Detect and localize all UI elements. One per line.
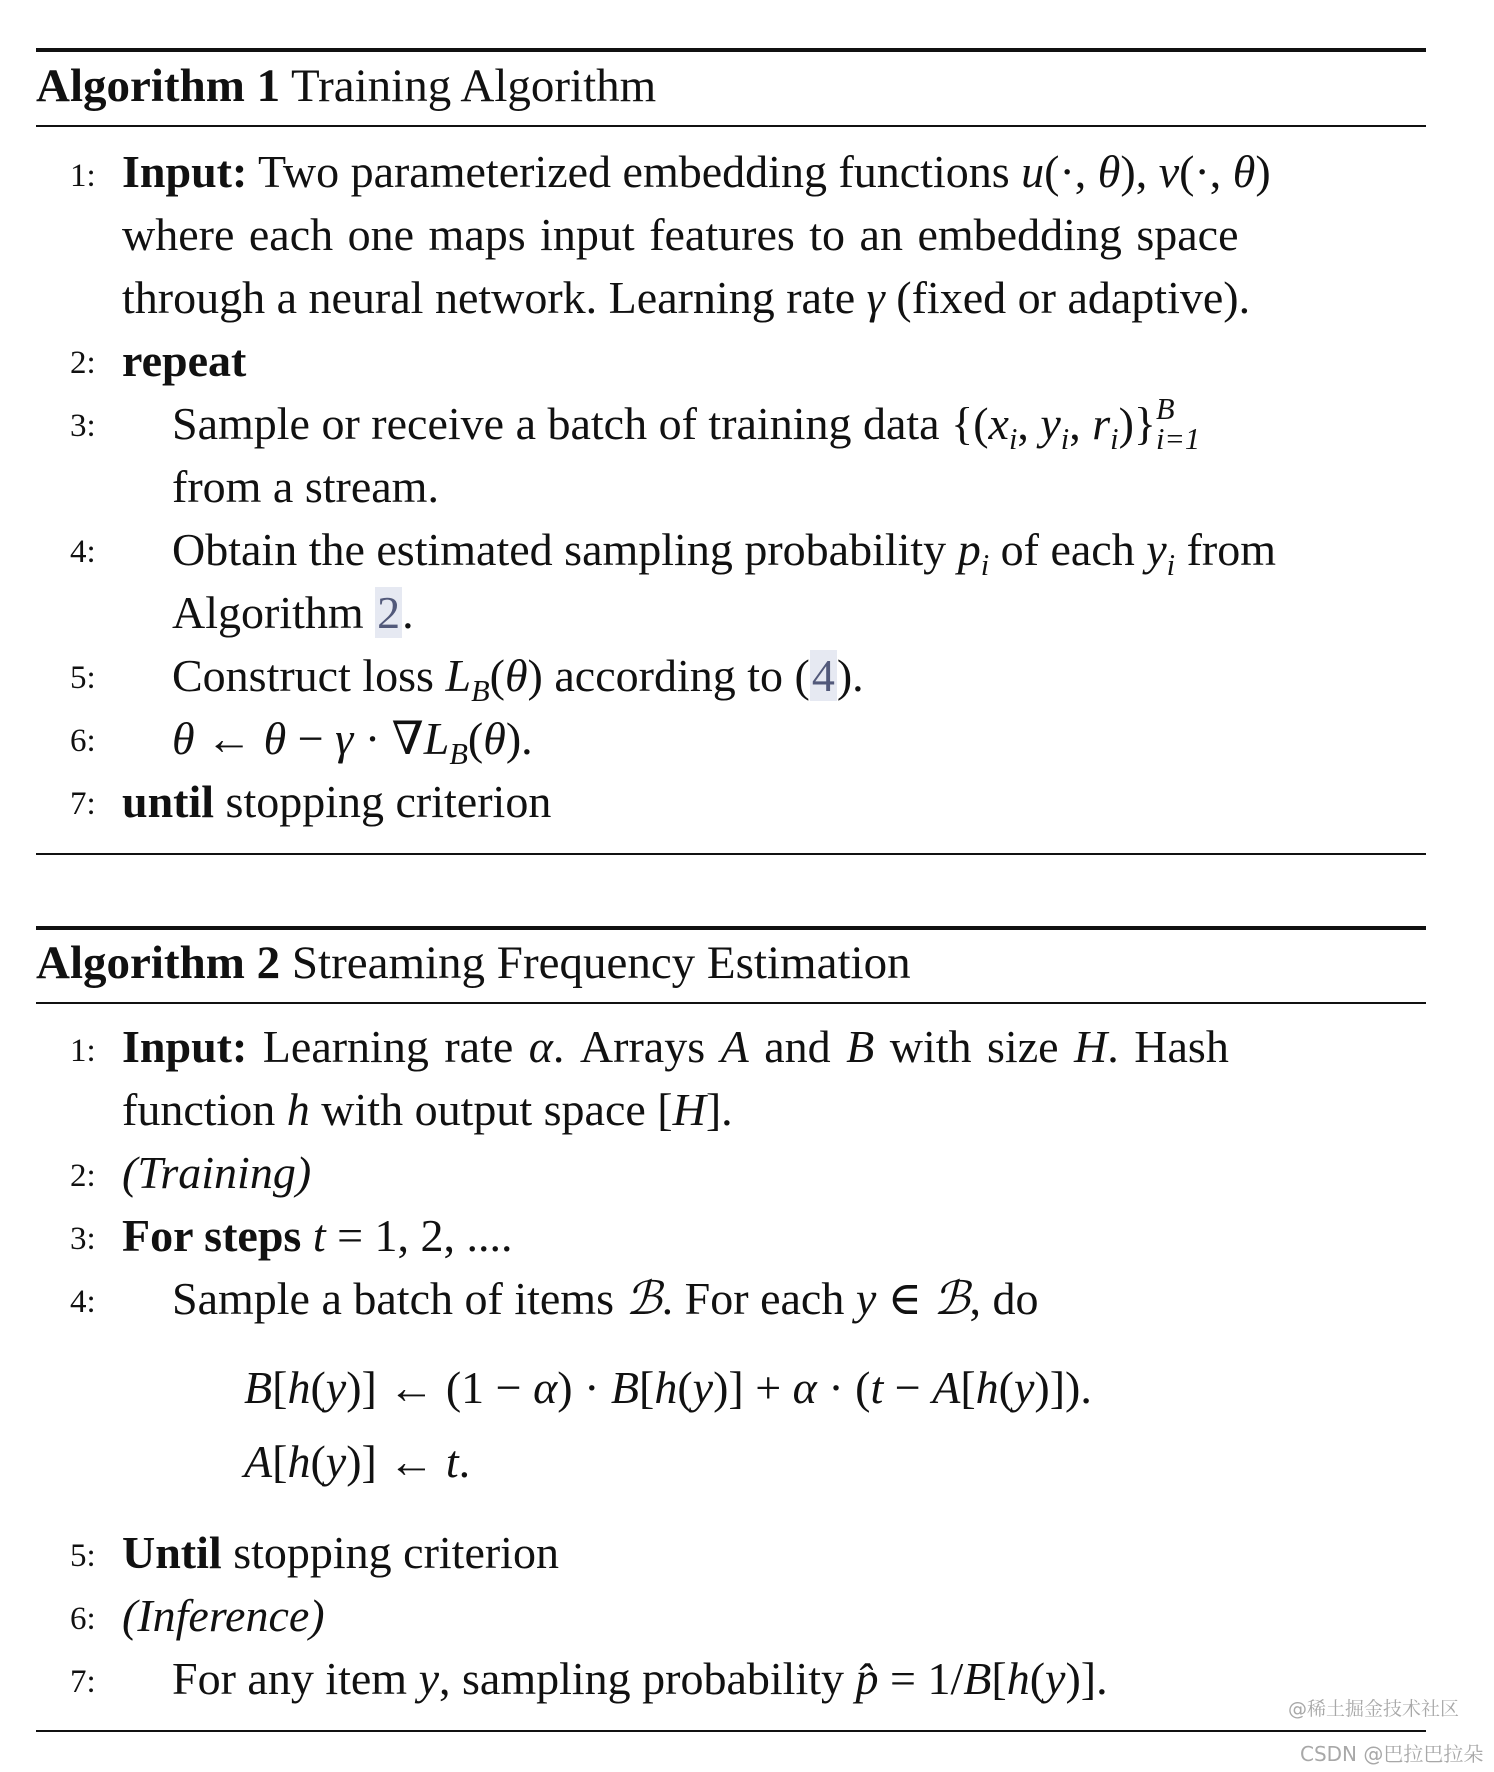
- one-over: = 1/: [890, 1653, 964, 1704]
- sample-text: Sample a batch of items: [172, 1273, 614, 1324]
- alg1-obtain-cont: Algorithm 2.: [172, 587, 414, 638]
- alg1-line-number: 6:: [70, 723, 96, 759]
- theta-symbol: θ: [1097, 146, 1121, 197]
- alg2-line-number: 3:: [70, 1221, 96, 1257]
- y-symbol: y: [325, 1436, 347, 1487]
- alg1-line-number: 7:: [70, 786, 96, 822]
- alg2-bottom-rule: [36, 1730, 1426, 1732]
- h-symbol: h: [1006, 1653, 1030, 1704]
- alg2-line-number: 5:: [70, 1538, 96, 1574]
- x-symbol: x: [988, 398, 1009, 449]
- h-symbol: h: [286, 1084, 310, 1135]
- input-text-a: Learning rate: [262, 1021, 514, 1072]
- alg2-sample-line: [172, 1269, 1038, 1329]
- alg1-loss-line: Construct loss $L_B(\theta)$ according to (4).: [172, 650, 864, 708]
- watermark-juejin: @稀土掘金技术社区: [1288, 1698, 1460, 1720]
- alg1-title-text: Training Algorithm: [291, 60, 657, 112]
- output-space-text: with output space [: [321, 1084, 673, 1135]
- H-symbol: H: [1074, 1021, 1108, 1072]
- theta-symbol: θ: [172, 713, 195, 764]
- alg2-line-number: 7:: [70, 1664, 96, 1700]
- B-symbol: B: [846, 1021, 875, 1072]
- alg1-line-number: 5:: [70, 660, 96, 696]
- alg1-until-line: [122, 772, 551, 832]
- obtain-text: Obtain the estimated sampling probability: [172, 524, 947, 575]
- y-symbol: y: [1146, 524, 1167, 575]
- L-symbol: L: [445, 650, 472, 701]
- h-symbol: h: [287, 1362, 311, 1413]
- p-symbol: p: [957, 524, 981, 575]
- L-symbol: L: [423, 713, 450, 764]
- p-hat-symbol: p̂: [855, 1653, 879, 1704]
- alg1-line-number: 2:: [70, 345, 96, 381]
- alg1-bottom-rule: [36, 853, 1426, 855]
- input-text-d: . Hash: [1107, 1021, 1229, 1072]
- update-B-equation: B[h(y)] ← (1 − α) · B[h(y)] + α · (t − A[h(y)]).: [244, 1362, 1092, 1413]
- update-A-equation: A[h(y)] ← t.: [244, 1436, 471, 1487]
- alg1-line-number: 1:: [70, 158, 96, 194]
- bracket-close: ].: [705, 1084, 733, 1135]
- alg2-input-line: [122, 1017, 1229, 1077]
- equation-ref-link[interactable]: 4: [811, 650, 835, 701]
- until-text: stopping criterion: [233, 1527, 559, 1578]
- B-subscript: B: [471, 673, 490, 708]
- input-text: Two parameterized embedding functions: [257, 146, 1010, 197]
- until-keyword: until: [122, 776, 215, 827]
- theta-symbol: θ: [263, 713, 287, 764]
- loss-text: Construct loss: [172, 650, 434, 701]
- alg2-label: Algorithm 2: [36, 937, 281, 989]
- obtain-text-b: of each: [1000, 524, 1135, 575]
- i-subscript: i: [980, 547, 990, 582]
- alg2-line-number: 1:: [70, 1033, 96, 1069]
- input-line3-b: (fixed or adaptive).: [896, 272, 1251, 323]
- function-text: function: [122, 1084, 276, 1135]
- B-symbol: B: [963, 1653, 992, 1704]
- y-symbol: y: [1045, 1653, 1066, 1704]
- algorithm-ref-link[interactable]: 2: [377, 587, 401, 638]
- inference-label: (Inference): [122, 1590, 325, 1641]
- h-symbol: h: [287, 1436, 311, 1487]
- gamma-symbol: γ: [866, 272, 885, 323]
- alg1-input-line2: where each one maps input features to an embedding space: [122, 209, 1239, 260]
- alg2-for-line: [122, 1206, 513, 1266]
- input-keyword: Input:: [122, 146, 248, 197]
- batch-symbol: ℬ: [625, 1273, 662, 1324]
- and-text: and: [764, 1021, 831, 1072]
- watermark-csdn: CSDN @巴拉巴拉朵: [1300, 1742, 1484, 1766]
- alg2-line-number: 6:: [70, 1601, 96, 1637]
- alg2-title-rule: [36, 1002, 1426, 1004]
- alpha-symbol: α: [792, 1362, 817, 1413]
- alg1-title-rule: [36, 125, 1426, 127]
- alg1-line-number: 4:: [70, 534, 96, 570]
- i-subscript: i: [1060, 421, 1070, 456]
- any-item-text: For any item: [172, 1653, 408, 1704]
- input-text-b: . Arrays: [552, 1021, 706, 1072]
- alg1-update-line: θ ← $\theta - \gamma \cdot \nabla L_B(\theta)$.: [172, 713, 533, 771]
- alg1-sample-cont: from a stream.: [172, 461, 439, 512]
- y-symbol: y: [855, 1273, 877, 1324]
- alg2-until-line: [122, 1523, 559, 1583]
- alg1-sample-line: Sample or receive a batch of training data {($x_i$, $y_i$, $r_i$)} B i=1: [172, 392, 1201, 457]
- r-symbol: r: [1092, 398, 1111, 449]
- until-text: stopping criterion: [225, 776, 552, 827]
- until-keyword: Until: [122, 1527, 222, 1578]
- y-symbol: y: [692, 1362, 714, 1413]
- v-symbol: v: [1158, 146, 1180, 197]
- i-subscript: i: [1008, 421, 1018, 456]
- H-symbol: H: [672, 1084, 706, 1135]
- h-symbol: h: [654, 1362, 678, 1413]
- i-subscript: i: [1110, 421, 1119, 456]
- obtain-text-c: from: [1186, 524, 1276, 575]
- B-symbol: B: [610, 1362, 639, 1413]
- batch-range: [1156, 394, 1200, 455]
- A-symbol: A: [244, 1436, 273, 1487]
- alg2-line-number: 2:: [70, 1158, 96, 1194]
- alg2-title-text: Streaming Frequency Estimation: [291, 937, 911, 989]
- according-text: according to: [554, 650, 784, 701]
- B-subscript: B: [449, 736, 468, 771]
- u-symbol: u: [1021, 146, 1045, 197]
- batch-symbol: ℬ: [933, 1273, 970, 1324]
- alg2-title: [36, 935, 911, 991]
- do-text: , do: [969, 1273, 1039, 1324]
- alg1-label: Algorithm 1: [36, 60, 281, 112]
- sample-text: Sample or receive a batch of training data: [172, 398, 940, 449]
- for-range: = 1, 2, ....: [337, 1210, 513, 1261]
- index-start: i=1: [1155, 422, 1201, 457]
- theta-symbol: θ: [483, 713, 506, 764]
- y-symbol: y: [418, 1653, 439, 1704]
- alg1-obtain-line: [172, 520, 1276, 580]
- training-label: (Training): [122, 1147, 312, 1198]
- algorithm-word: Algorithm: [172, 587, 364, 638]
- input-keyword: Input:: [122, 1021, 248, 1072]
- t-symbol: t: [312, 1210, 326, 1261]
- alg1-line-number: 3:: [70, 408, 96, 444]
- B-symbol: B: [244, 1362, 273, 1413]
- input-text-c: with size: [889, 1021, 1059, 1072]
- theta-symbol: θ: [1232, 146, 1256, 197]
- alg2-top-rule: [36, 926, 1426, 930]
- alg1-input-line3: [122, 268, 1250, 328]
- theta-symbol: θ: [504, 650, 528, 701]
- alg1-top-rule: [36, 48, 1426, 52]
- alg1-title: [36, 58, 656, 114]
- sampling-prob-text: , sampling probability: [439, 1653, 845, 1704]
- A-symbol: A: [720, 1021, 749, 1072]
- for-keyword: For steps: [122, 1210, 302, 1261]
- y-symbol: y: [1013, 1362, 1035, 1413]
- alg2-line-number: 4:: [70, 1284, 96, 1320]
- alg1-input-line: Input: Two parameterized embedding functions u(·, θ), v(·, θ): [122, 146, 1271, 197]
- input-line3-a: through a neural network. Learning rate: [122, 272, 856, 323]
- i-subscript: i: [1166, 547, 1176, 582]
- A-symbol: A: [932, 1362, 961, 1413]
- t-symbol: t: [445, 1436, 459, 1487]
- batch-size-B: B: [1155, 392, 1175, 427]
- gamma-symbol: γ: [335, 713, 354, 764]
- alpha-symbol: α: [533, 1362, 558, 1413]
- y-symbol: y: [1040, 398, 1061, 449]
- alpha-symbol: α: [528, 1021, 553, 1072]
- sample-text-b: . For each: [661, 1273, 845, 1324]
- alg2-probability-line: For any item y, sampling probability p̂ = 1/B[h(y)].: [172, 1653, 1108, 1704]
- t-symbol: t: [870, 1362, 884, 1413]
- h-symbol: h: [975, 1362, 999, 1413]
- repeat-keyword: repeat: [122, 335, 247, 386]
- element-of-symbol: ∈: [887, 1273, 922, 1324]
- y-symbol: y: [325, 1362, 347, 1413]
- alg2-input-line2: [122, 1080, 733, 1140]
